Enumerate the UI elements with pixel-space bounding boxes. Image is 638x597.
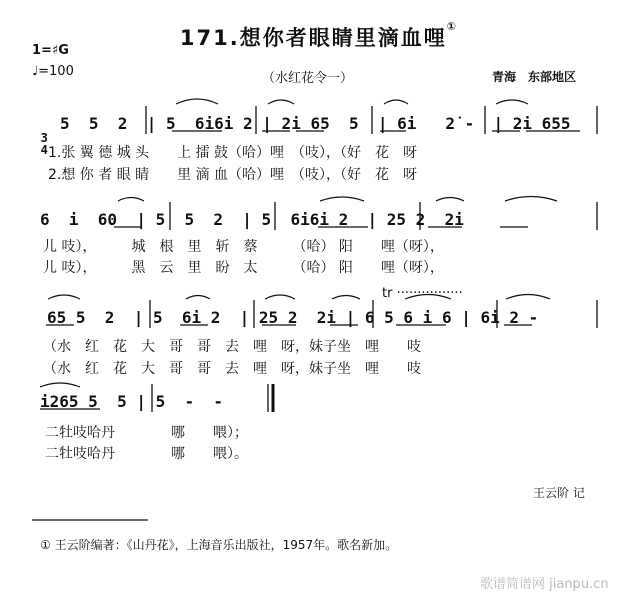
slur	[506, 295, 550, 300]
notation-line-3: 65 5 2 | 5 6i 2 | 25 2 2i | 6 5 6 i 6 | 6i 2 -	[47, 308, 539, 327]
slur	[384, 100, 408, 104]
slur	[405, 295, 451, 300]
notation-line-2: 6 i 60 | 5 5 2 | 5 6i6i 2 | 25 2 2i	[40, 210, 484, 229]
lyric-line-3a: （水 红 花 大 哥 哥 去 哩 呀，妹子坐 哩 吱	[43, 339, 421, 355]
slur	[436, 198, 464, 202]
watermark: 歌谱简谱网 jianpu.cn	[480, 577, 609, 592]
slur	[332, 296, 360, 300]
notation-line-4: i265 5 5 | 5 - -	[40, 392, 224, 411]
slur	[176, 99, 218, 104]
slur	[40, 383, 80, 387]
recorder-credit: 王云阶 记	[533, 486, 585, 500]
slur	[268, 100, 294, 104]
song-title: 171.想你者眼睛里滴血哩①	[179, 20, 459, 50]
song-subtitle: （水红花令一）	[262, 71, 354, 86]
key-signature: 1=♯G	[32, 43, 69, 58]
lyric-line-3b: （水 红 花 大 哥 哥 去 哩 呀，妹子坐 哩 吱	[43, 361, 421, 377]
notation-line-1: 5 5 2 | 5 6i6i 2 | 2i 65 5 | 6i 2˙- | 2i 655	[60, 114, 571, 133]
lyric-line-4b: 二牡吱哈丹 哪 喂）。	[45, 446, 248, 462]
lyric-line-1a: 1.张 翼 德 城 头 上 擂 鼓（哈）哩 （吱），（好 花 呀	[48, 145, 418, 161]
lyric-line-1b: 2.想 你 者 眼 睛 里 滴 血（哈）哩 （吱），（好 花 呀	[48, 167, 418, 183]
time-signature: 3 4	[40, 131, 48, 157]
footnote: ① 王云阶编著：《山丹花》，上海音乐出版社，1957年。歌名新加。	[40, 538, 398, 552]
slur	[48, 295, 80, 299]
lyric-line-2a: 儿 吱）， 城 根 里 斩 蔡 （哈） 阳 哩（呀），	[43, 239, 444, 255]
slur	[496, 100, 528, 104]
slur	[320, 197, 364, 201]
slur	[505, 197, 557, 202]
lyric-line-2b: 儿 吱）， 黑 云 里 盼 太 （哈） 阳 哩（呀），	[43, 260, 444, 276]
slur	[265, 295, 295, 299]
slur	[118, 198, 144, 202]
song-region: 青海 东部地区	[492, 70, 577, 84]
slur	[186, 296, 210, 300]
lyric-line-4a: 二牡吱哈丹 哪 喂）；	[45, 425, 248, 441]
trill-mark: tr ················	[382, 286, 463, 301]
tempo-marking: ♩=100	[32, 64, 74, 79]
